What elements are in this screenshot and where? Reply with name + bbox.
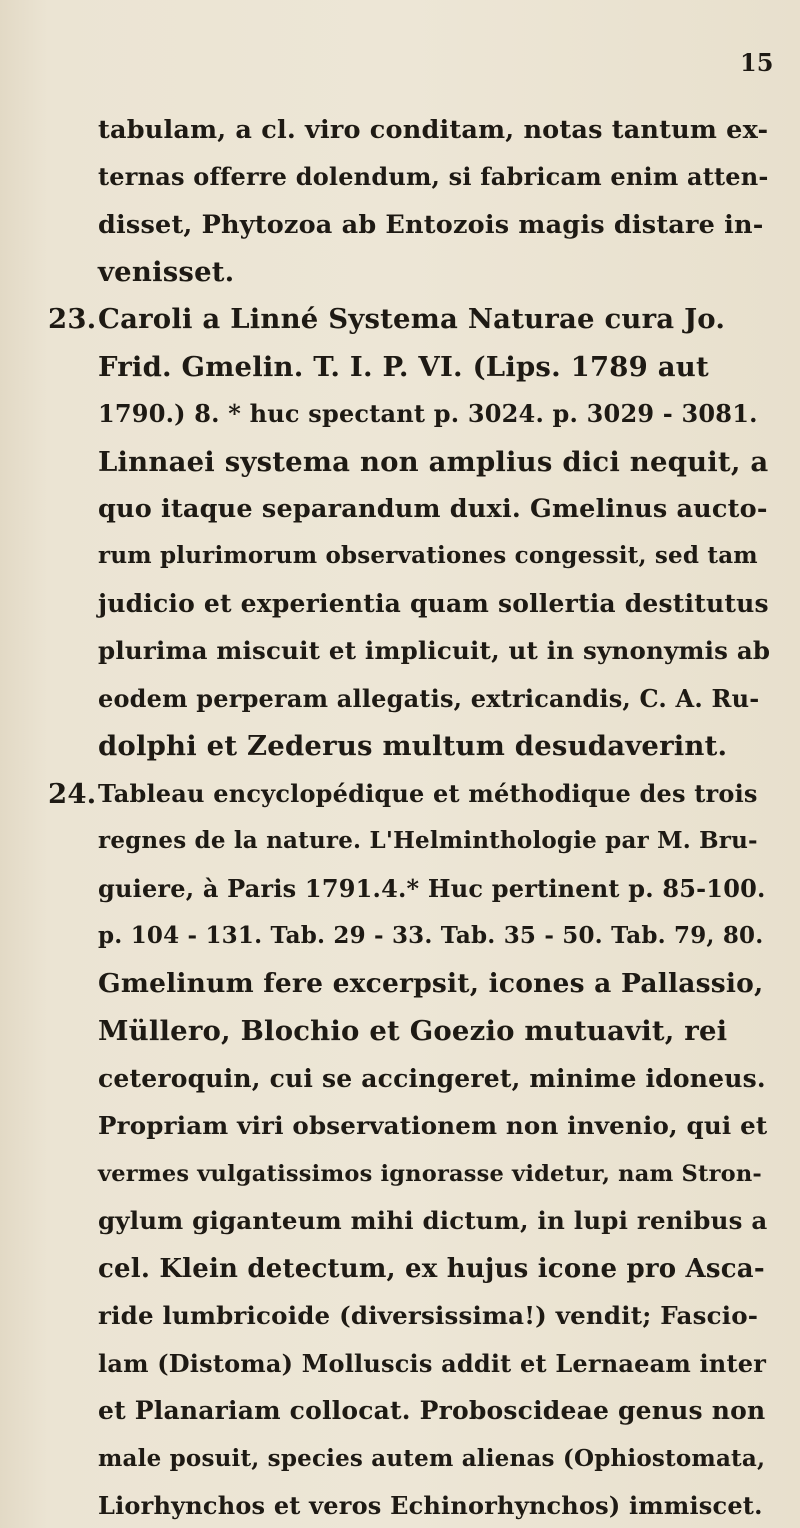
- text-line: ceteroquin, cui se accingeret, minime idoneus.: [98, 1064, 766, 1093]
- text-line: regnes de la nature. L'Helminthologie par M. Bru-: [98, 827, 758, 854]
- text-line: eodem perperam allegatis, extricandis, C. A. Ru-: [98, 684, 760, 713]
- text-line: Liorhynchos et veros Echinorhynchos) immiscet.: [98, 1491, 763, 1520]
- text-line: quo itaque separandum duxi. Gmelinus aucto-: [98, 494, 768, 524]
- text-line: vermes vulgatissimos ignorasse videtur, nam Stron-: [98, 1161, 762, 1187]
- text-line: Gmelinum fere excerpsit, icones a Pallassio,: [98, 968, 764, 999]
- text-line: ride lumbricoide (diversissima!) vendit; Fascio-: [98, 1301, 759, 1330]
- text-line: ternas offerre dolendum, si fabricam enim atten-: [98, 162, 769, 191]
- text-line: rum plurimorum observationes congessit, sed tam: [98, 542, 758, 569]
- text-line: p. 104 - 131. Tab. 29 - 33. Tab. 35 - 50. Tab. 79, 80.: [98, 922, 764, 949]
- text-line: disset, Phytozoa ab Entozois magis distare in-: [98, 210, 764, 240]
- text-line: plurima miscuit et implicuit, ut in synonymis ab: [98, 636, 771, 665]
- text-line: guiere, à Paris 1791.4.* Huc pertinent p. 85-100.: [98, 874, 766, 903]
- text-line: Tableau encyclopédique et méthodique des trois: [98, 779, 758, 808]
- text-line: Caroli a Linné Systema Naturae cura Jo.: [98, 303, 726, 335]
- text-line: venisset.: [98, 256, 235, 288]
- text-line: et Planariam collocat. Proboscideae genus non: [98, 1396, 766, 1425]
- page-number: 15: [740, 48, 774, 77]
- entry-number: 24.: [48, 778, 97, 810]
- entry-number: 23.: [48, 303, 97, 335]
- text-line: Linnaei systema non amplius dici nequit, a: [98, 446, 769, 478]
- text-line: male posuit, species autem alienas (Ophiostomata,: [98, 1445, 766, 1472]
- text-line: Propriam viri observationem non invenio, qui et: [98, 1111, 768, 1140]
- text-line: 1790.) 8. * huc spectant p. 3024. p. 3029 - 3081.: [98, 399, 758, 428]
- text-line: dolphi et Zederus multum desudaverint.: [98, 730, 728, 762]
- text-line: tabulam, a cl. viro conditam, notas tantum ex-: [98, 115, 769, 145]
- text-line: Frid. Gmelin. T. I. P. VI. (Lips. 1789 aut: [98, 351, 709, 383]
- text-line: Müllero, Blochio et Goezio mutuavit, rei: [98, 1015, 728, 1047]
- text-line: judicio et experientia quam sollertia destitutus: [98, 589, 769, 618]
- text-line: lam (Distoma) Molluscis addit et Lernaeam inter: [98, 1349, 767, 1378]
- text-line: cel. Klein detectum, ex hujus icone pro Asca-: [98, 1254, 765, 1284]
- text-line: gylum giganteum mihi dictum, in lupi renibus a: [98, 1206, 768, 1235]
